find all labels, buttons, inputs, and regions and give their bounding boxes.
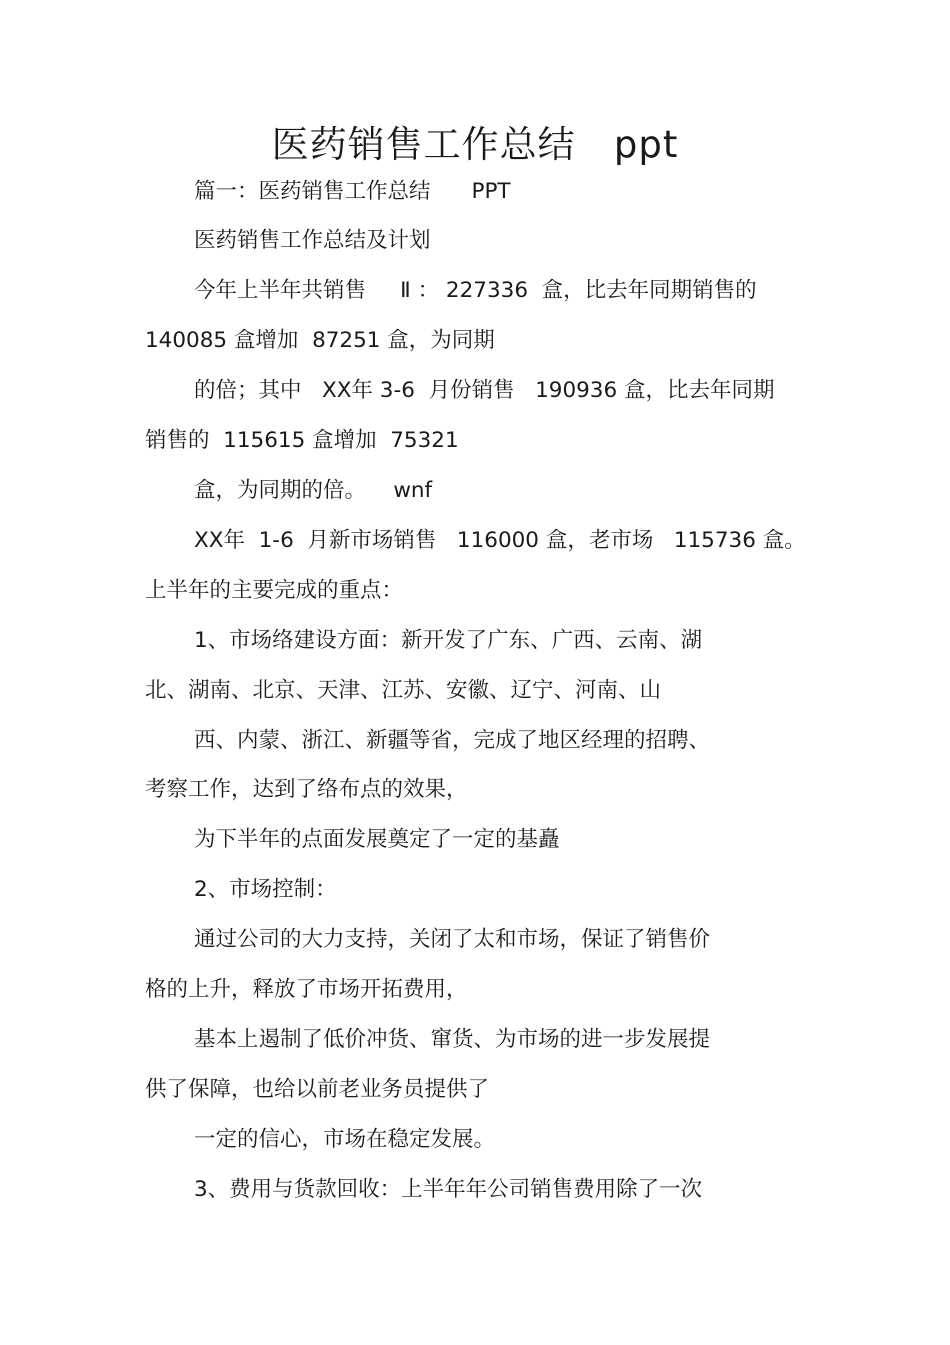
body-line-16: 通过公司的大力支持，关闭了太和市场，保证了销售价	[194, 927, 711, 952]
document-title: 医药销售工作总结 ppt	[271, 123, 679, 166]
body-line-12: 西、内蒙、浙江、新疆等省，完成了地区经理的招聘、	[194, 728, 711, 753]
body-line-17: 格的上升，释放了市场开拓费用，	[145, 977, 468, 1002]
body-line-9: 上半年的主要完成的重点：	[145, 578, 404, 603]
body-line-6: 销售的 115615 盒增加 75321	[145, 428, 459, 453]
body-line-7: 盒，为同期的倍。 wnf	[194, 478, 433, 503]
body-line-11: 北、湖南、北京、天津、江苏、安徽、辽宁、河南、山	[145, 678, 662, 703]
body-line-14: 为下半年的点面发展奠定了一定的基矗	[194, 827, 560, 852]
body-line-5: 的倍；其中 XX年 3-6 月份销售 190936 盒，比去年同期	[194, 378, 775, 403]
body-line-3: 今年上半年共销售 Ⅱ ： 227336 盒，比去年同期销售的	[194, 278, 757, 303]
body-line-1: 篇一：医药销售工作总结 PPT	[194, 179, 511, 204]
body-line-18: 基本上遏制了低价冲货、窜货、为市场的进一步发展提	[194, 1027, 711, 1052]
body-line-15: 2、市场控制：	[194, 877, 337, 902]
body-line-10: 1、市场络建设方面：新开发了广东、广西、云南、湖	[194, 628, 703, 653]
body-line-13: 考察工作，达到了络布点的效果，	[145, 777, 468, 802]
body-line-8: XX年 1-6 月新市场销售 116000 盒，老市场 115736 盒。	[194, 528, 806, 553]
body-line-21: 3、费用与货款回收：上半年年公司销售费用除了一次	[194, 1177, 703, 1202]
body-line-19: 供了保障，也给以前老业务员提供了	[145, 1077, 490, 1102]
body-line-20: 一定的信心，市场在稳定发展。	[194, 1127, 496, 1152]
body-line-2: 医药销售工作总结及计划	[194, 228, 431, 253]
body-line-4: 140085 盒增加 87251 盒，为同期	[145, 328, 495, 353]
